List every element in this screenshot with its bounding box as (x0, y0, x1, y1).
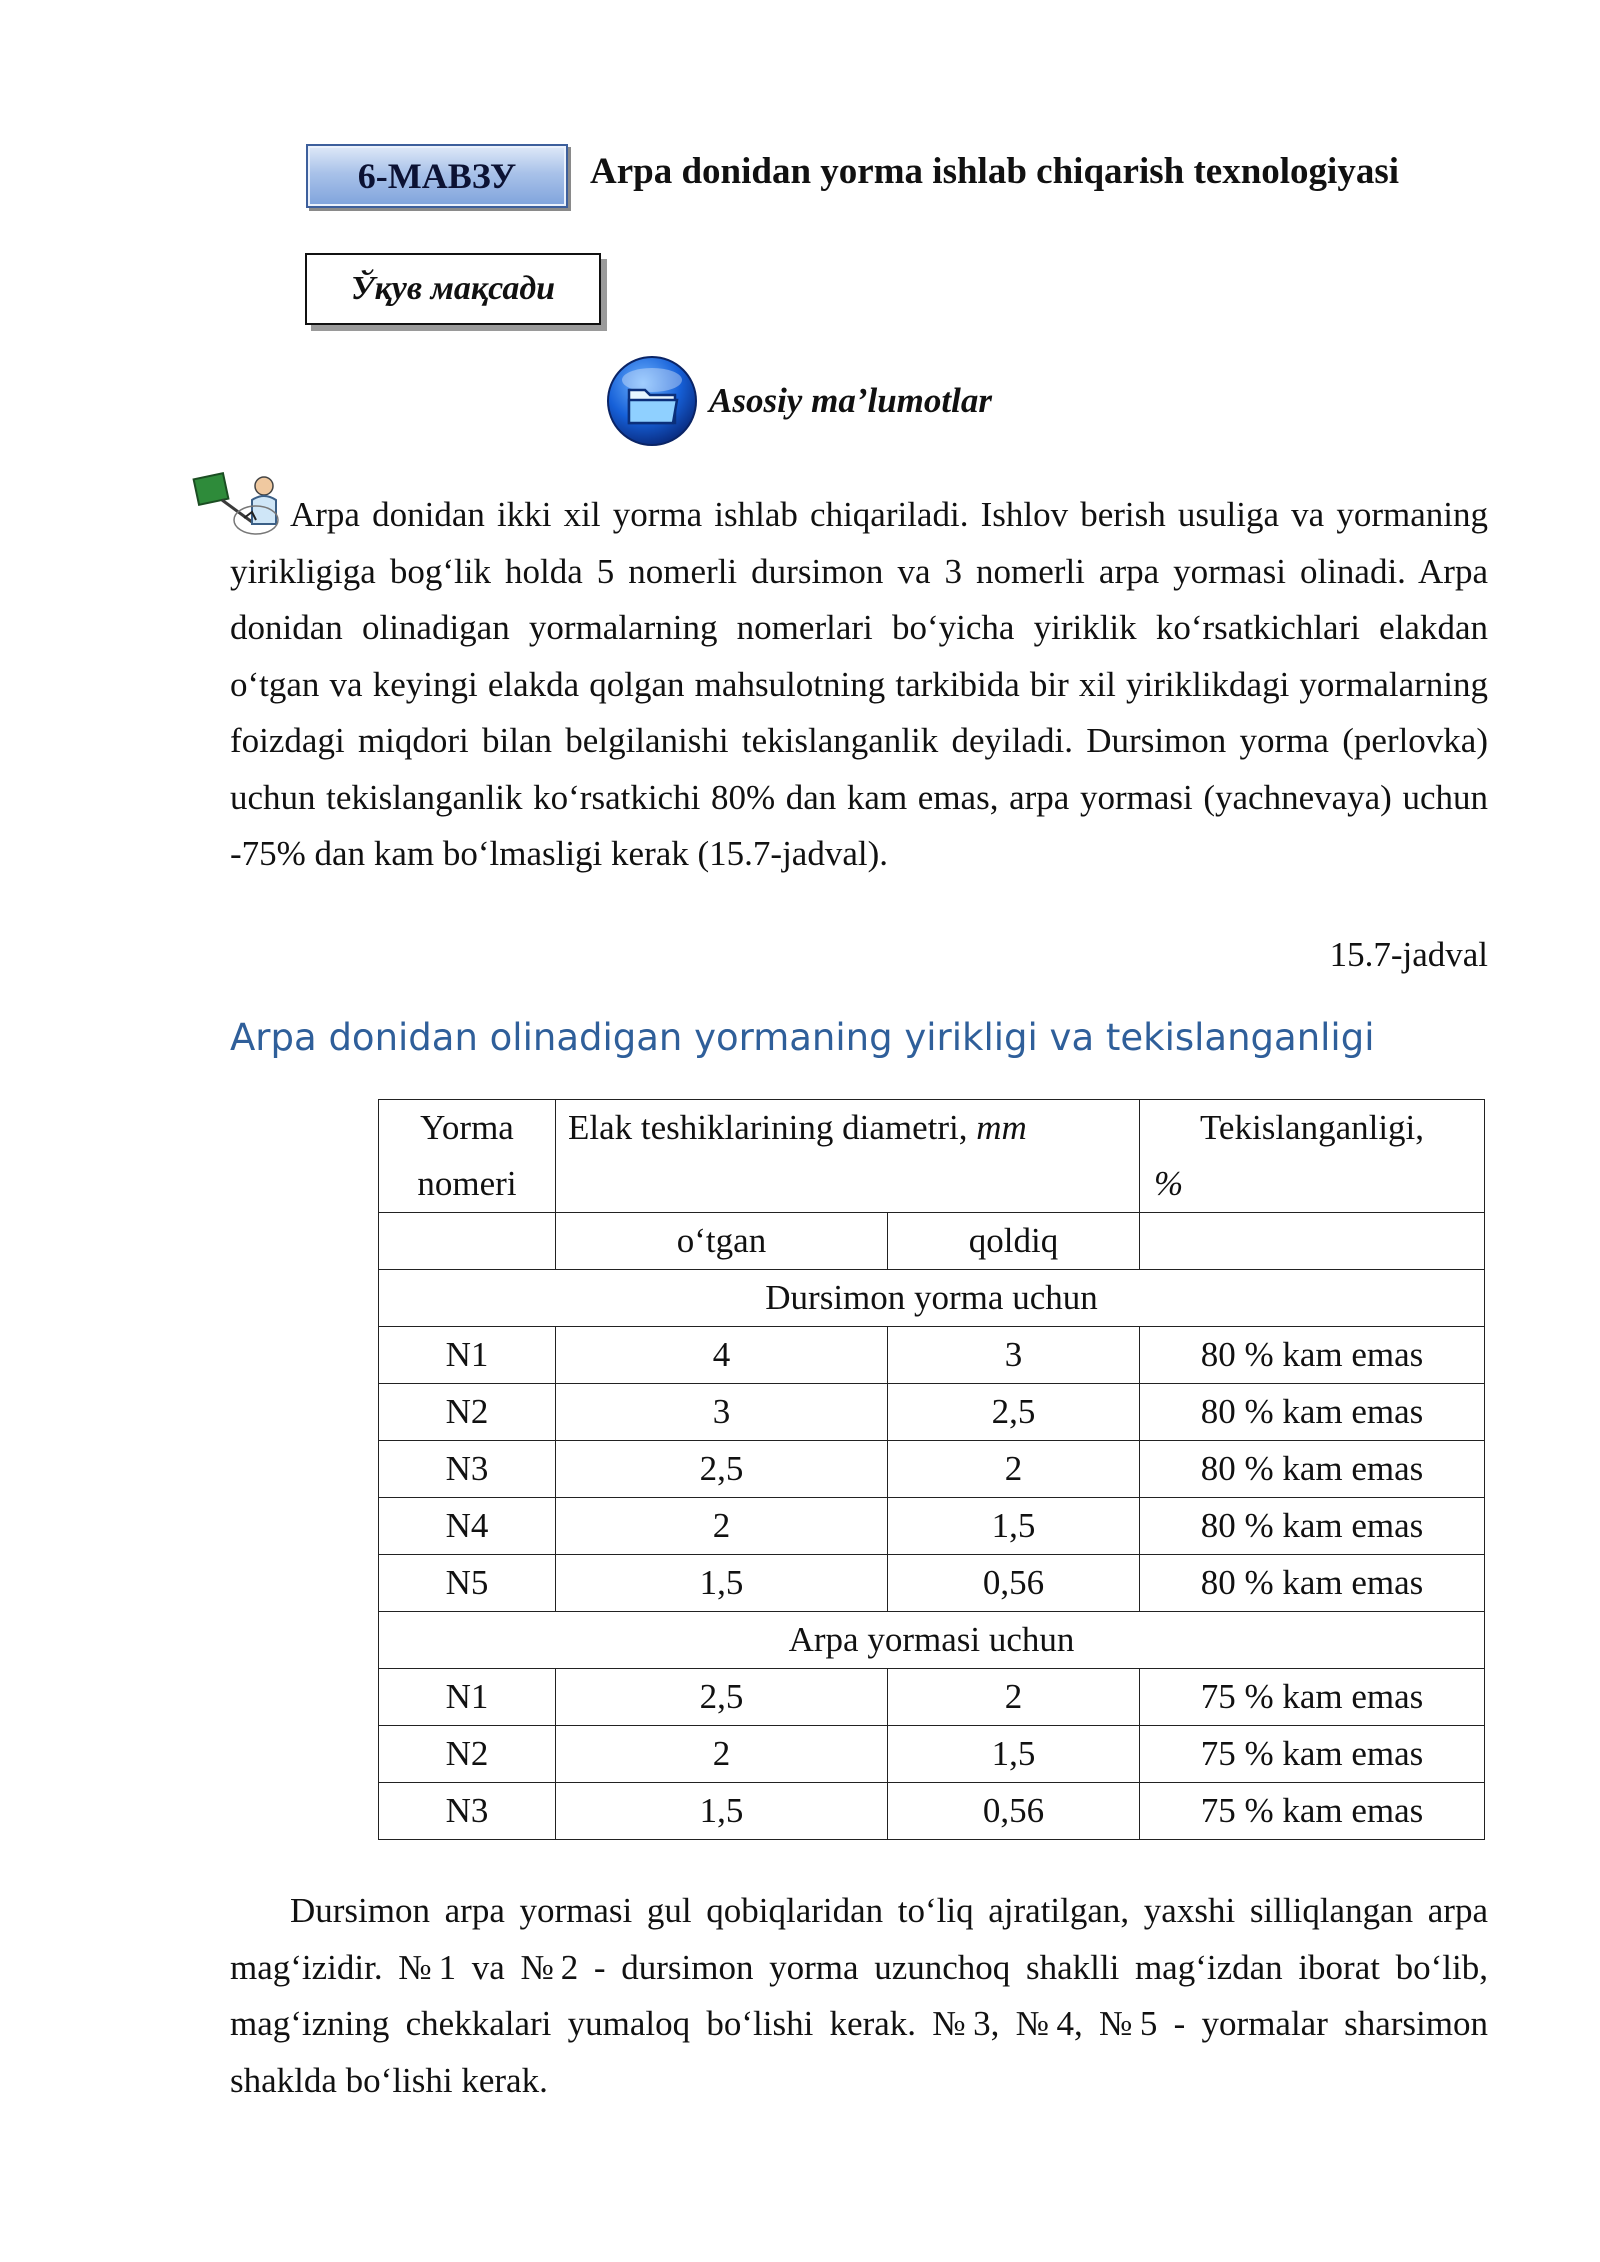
cell-remained: 2,5 (888, 1384, 1140, 1441)
table-row (379, 1555, 1485, 1612)
cell-remained: 1,5 (888, 1498, 1140, 1555)
cell-passed: 2 (556, 1726, 888, 1783)
cell-passed: 2,5 (556, 1441, 888, 1498)
table-row (379, 1384, 1485, 1441)
header-sieve (556, 1100, 1140, 1213)
cell-uniformity: 80 % kam emas (1140, 1441, 1485, 1498)
section-row (379, 1612, 1485, 1669)
topic-badge: 6-МАВЗУ (306, 144, 568, 208)
cell-uniformity: 80 % kam emas (1140, 1498, 1485, 1555)
subheader-passed: o‘tgan (556, 1213, 888, 1270)
cell-passed: 2 (556, 1498, 888, 1555)
cell-uniformity: 75 % kam emas (1140, 1726, 1485, 1783)
cell-number: N1 (379, 1327, 556, 1384)
grain-size-table (378, 1099, 1485, 1840)
header-sieve-unit: mm (976, 1108, 1027, 1147)
folder-icon (605, 354, 699, 448)
section-row (379, 1270, 1485, 1327)
section-arpa: Arpa yormasi uchun (379, 1612, 1485, 1669)
cell-remained: 3 (888, 1327, 1140, 1384)
info-heading (605, 353, 992, 449)
cell-passed: 2,5 (556, 1669, 888, 1726)
table-header-row (379, 1100, 1485, 1213)
cell-number: N3 (379, 1441, 556, 1498)
table-subheader-row (379, 1213, 1485, 1270)
header-uniformity (1140, 1100, 1485, 1213)
cell-passed: 4 (556, 1327, 888, 1384)
header-number: Yorma nomeri (379, 1100, 556, 1213)
learning-goal-box: Ўқув мақсади (305, 253, 601, 325)
cell-remained: 0,56 (888, 1555, 1140, 1612)
table-row (379, 1669, 1485, 1726)
paragraph-description: Dursimon arpa yormasi gul qobiqlaridan to‘liq ajratilgan, yaxshi silliqlangan arpa mag‘izidir. №1 va №2 - dursimon yorma uzunchoq shaklli mag‘izdan iborat bo‘lib, mag‘izning chekkalari yumaloq bo‘lishi kerak. №3, №4, №5 - yormalar sharsimon shaklda bo‘lishi kerak. (230, 1891, 1488, 2100)
cell-number: N1 (379, 1669, 556, 1726)
table-row (379, 1441, 1485, 1498)
cell-remained: 0,56 (888, 1783, 1140, 1840)
table-row (379, 1498, 1485, 1555)
cell-uniformity: 75 % kam emas (1140, 1669, 1485, 1726)
table-cell (379, 1213, 556, 1270)
header-sieve-text: Elak teshiklarining diametri, (568, 1108, 968, 1147)
cell-number: N2 (379, 1384, 556, 1441)
cell-number: N3 (379, 1783, 556, 1840)
table-row (379, 1726, 1485, 1783)
cell-remained: 1,5 (888, 1726, 1140, 1783)
info-title: Asosiy ma’lumotlar (709, 381, 992, 420)
header-uniformity-text: Tekislanganligi, (1200, 1108, 1425, 1147)
cell-number: N4 (379, 1498, 556, 1555)
cell-uniformity: 75 % kam emas (1140, 1783, 1485, 1840)
topic-title: Arpa donidan yorma ishlab chiqarish texnologiyasi (590, 151, 1400, 192)
section-dursimon: Dursimon yorma uchun (379, 1270, 1485, 1327)
cell-number: N2 (379, 1726, 556, 1783)
cell-number: N5 (379, 1555, 556, 1612)
header-uniformity-unit: % (1154, 1164, 1184, 1203)
cell-remained: 2 (888, 1441, 1140, 1498)
table-row (379, 1327, 1485, 1384)
cell-uniformity: 80 % kam emas (1140, 1384, 1485, 1441)
table-cell (1140, 1213, 1485, 1270)
cell-uniformity: 80 % kam emas (1140, 1327, 1485, 1384)
table-row (379, 1783, 1485, 1840)
cell-passed: 1,5 (556, 1783, 888, 1840)
table-caption: Arpa donidan olinadigan yormaning yirikligi va tekislanganligi (230, 1016, 1375, 1059)
cell-passed: 1,5 (556, 1555, 888, 1612)
paragraph-intro: Arpa donidan ikki xil yorma ishlab chiqariladi. Ishlov berish usuliga va yormaning yirikligiga bog‘lik holda 5 nomerli dursimon va 3 nomerli arpa yormasi olinadi. Arpa donidan olinadigan yormalarning nomerlari bo‘yicha yiriklik ko‘rsatkichlari elakdan o‘tgan va keyingi elakda qolgan mahsulotning tarkibida bir xil yiriklikdagi yormalarning foizdagi miqdori bilan belgilanishi tekislanganlik deyiladi. Dursimon yorma (perlovka) uchun tekislanganlik ko‘rsatkichi 80% dan kam emas, arpa yormasi (yachnevaya) uchun -75% dan kam bo‘lmasligi kerak (15.7-jadval). (230, 495, 1488, 873)
cell-uniformity: 80 % kam emas (1140, 1555, 1485, 1612)
subheader-remained: qoldiq (888, 1213, 1140, 1270)
table-reference: 15.7-jadval (1329, 935, 1488, 974)
cell-remained: 2 (888, 1669, 1140, 1726)
cell-passed: 3 (556, 1384, 888, 1441)
